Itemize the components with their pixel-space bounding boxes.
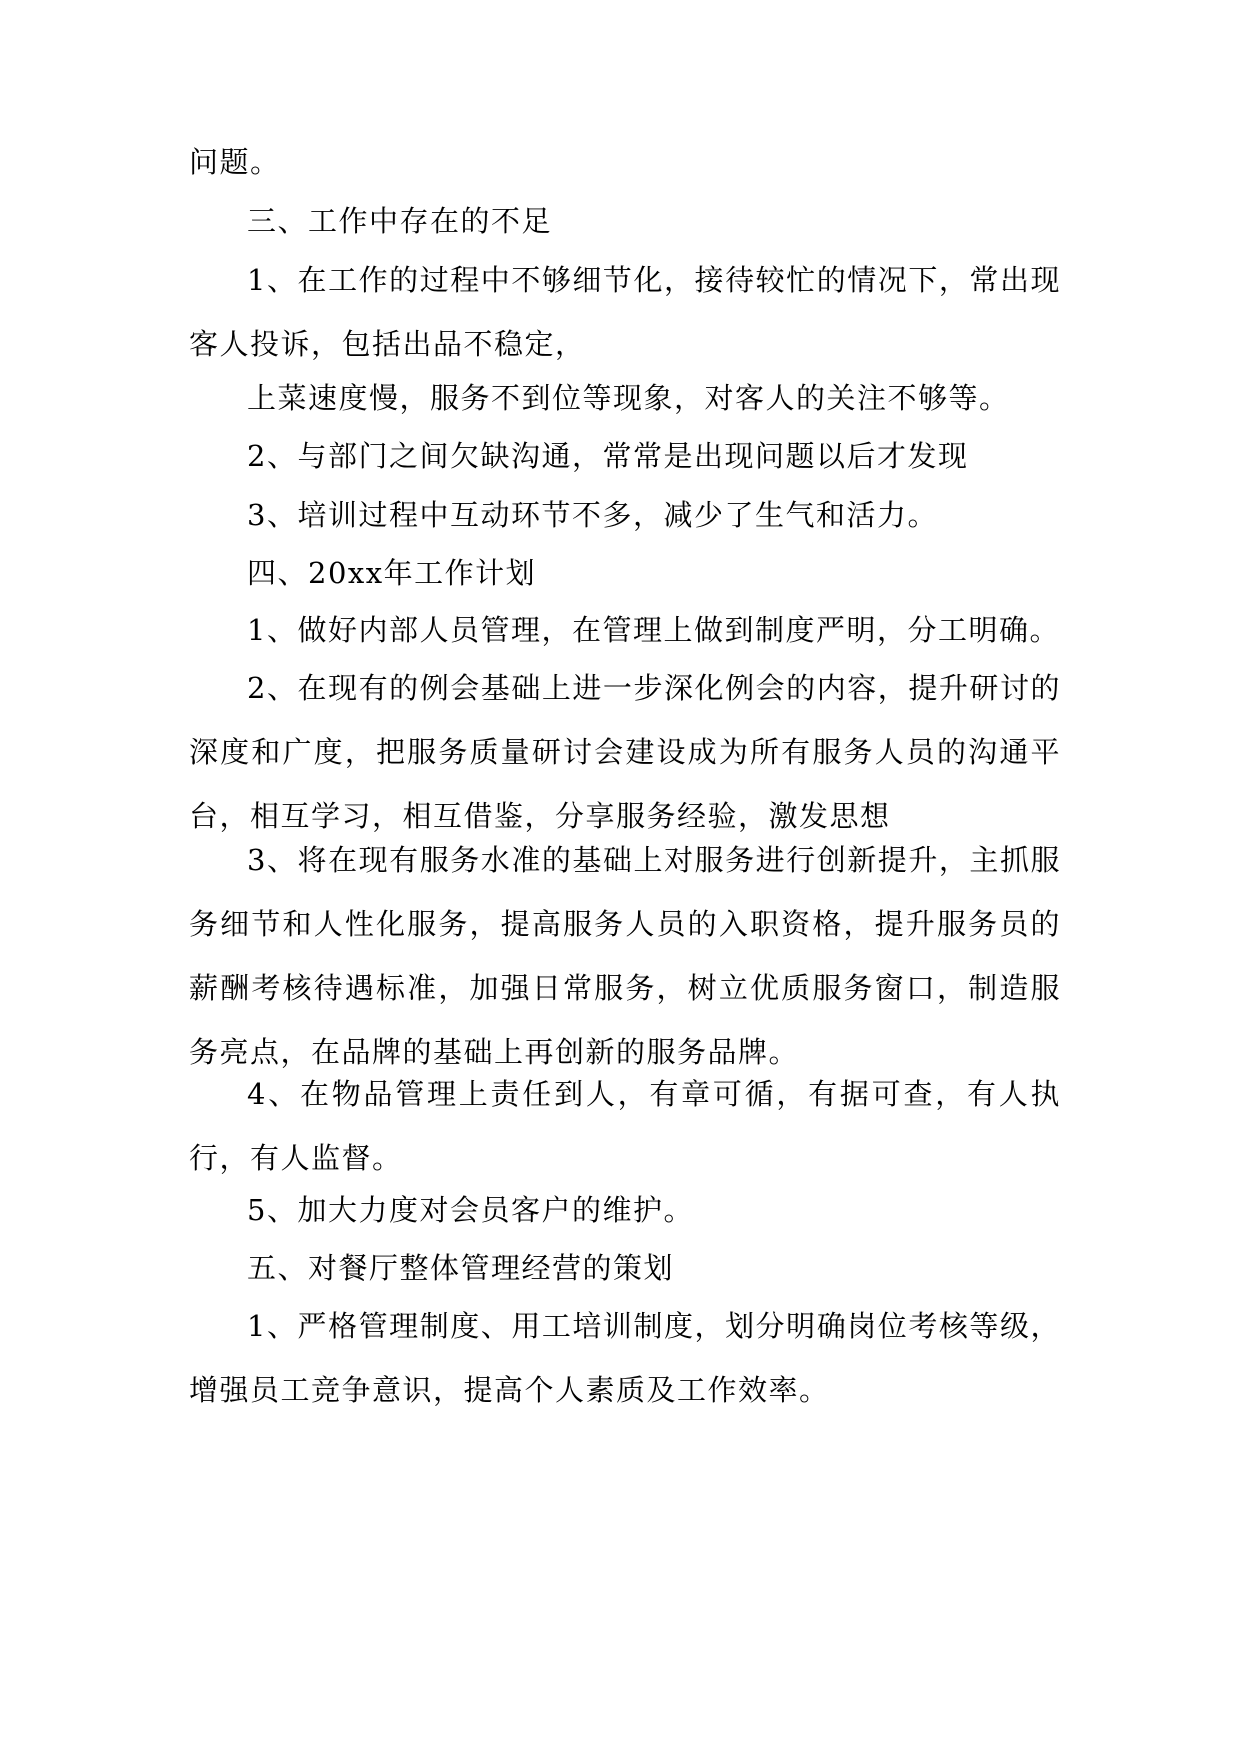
section-heading-3: 三、工作中存在的不足 xyxy=(247,204,553,238)
paragraph-item-3-1-cont: 上菜速度慢，服务不到位等现象，对客人的关注不够等。 xyxy=(247,381,1010,415)
paragraph-item-3-1: 1、在工作的过程中不够细节化，接待较忙的情况下，常出现客人投诉，包括出品不稳定， xyxy=(189,263,1061,361)
paragraph-item-5-1: 1、严格管理制度、用工培训制度，划分明确岗位考核等级，增强员工竞争意识，提高个人素质及工作效率。 xyxy=(189,1309,1061,1407)
paragraph-item-3-2: 2、与部门之间欠缺沟通，常常是出现问题以后才发现 xyxy=(247,439,969,473)
paragraph-item-4-5: 5、加大力度对会员客户的维护。 xyxy=(247,1193,694,1227)
paragraph-item-4-3: 3、将在现有服务水准的基础上对服务进行创新提升，主抓服务细节和人性化服务，提高服务人员的入职资格，提升服务员的薪酬考核待遇标准，加强日常服务，树立优质服务窗口，制造服务亮点，在品牌的基础上再创新的服务品牌。 xyxy=(189,843,1061,1069)
paragraph-item-4-1: 1、做好内部人员管理，在管理上做到制度严明，分工明确。 xyxy=(247,613,1060,647)
paragraph-item-4-4: 4、在物品管理上责任到人，有章可循，有据可查，有人执行，有人监督。 xyxy=(189,1077,1061,1175)
paragraph-item-4-2: 2、在现有的例会基础上进一步深化例会的内容，提升研讨的深度和广度，把服务质量研讨会建设成为所有服务人员的沟通平台，相互学习，相互借鉴，分享服务经验，激发思想 xyxy=(189,671,1061,833)
section-heading-4: 四、20xx年工作计划 xyxy=(247,556,537,590)
paragraph-item-3-3: 3、培训过程中互动环节不多，减少了生气和活力。 xyxy=(247,498,938,532)
section-heading-5: 五、对餐厅整体管理经营的策划 xyxy=(247,1251,675,1285)
paragraph-continuation: 问题。 xyxy=(189,145,281,179)
